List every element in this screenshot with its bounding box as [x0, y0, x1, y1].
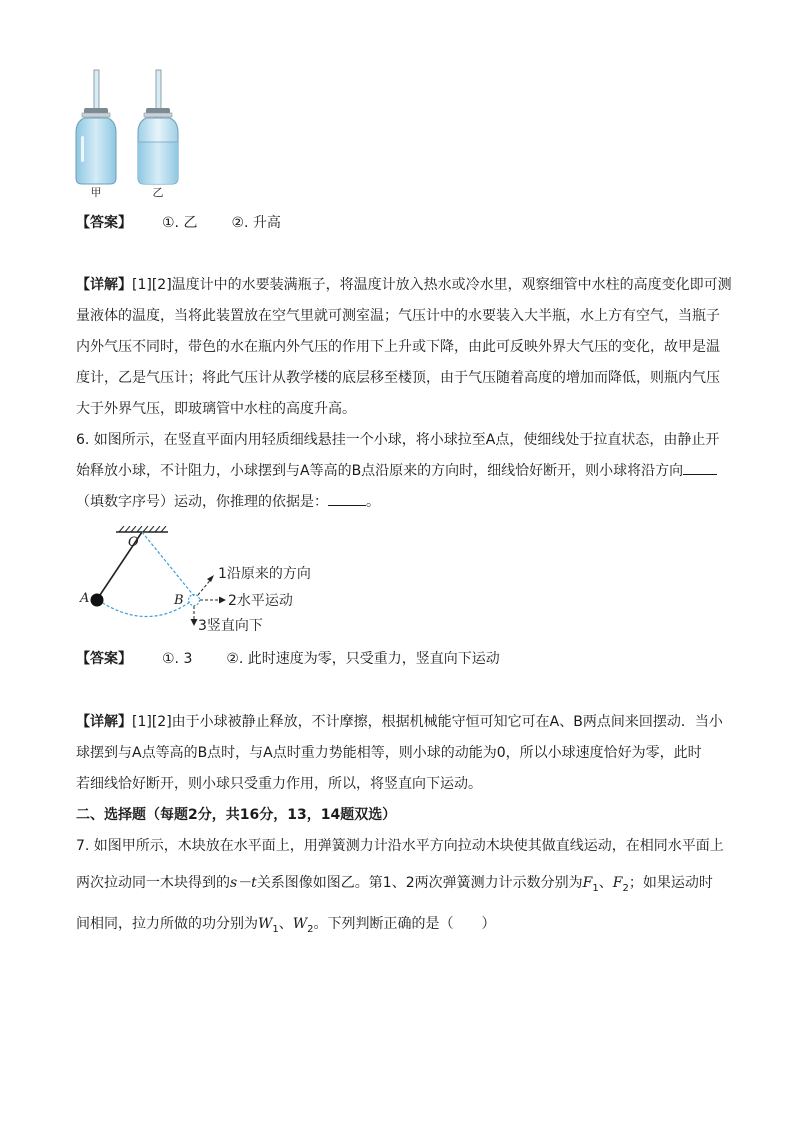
detail-5-line-4: 度计，乙是气压计；将此气压计从教学楼的底层移至楼顶，由于气压随着高度的增加而降低，则瓶内气压 [76, 370, 720, 386]
answer-item-1: ①. 乙 [162, 215, 198, 231]
answer-tag: 【答案】 [76, 215, 132, 231]
ball-b [189, 595, 200, 606]
detail-6-line-1 [76, 711, 726, 733]
detail-text: [1][2]由于小球被静止释放，不计摩擦，根据机械能守恒可知它可在A、B两点间来回摆动．当小 [132, 714, 723, 730]
answer-blank-1 [683, 460, 717, 475]
subscript: 2 [307, 923, 314, 935]
variable-f1: F [582, 875, 593, 891]
point-b-label: B [174, 593, 184, 608]
answer-item-2: ②. 此时速度为零，只受重力，竖直向下运动 [226, 651, 500, 667]
bottle-yi [138, 70, 178, 184]
detail-tag: 【详解】 [76, 714, 132, 730]
bottle-jia [76, 70, 116, 184]
question-text: 。 [366, 494, 380, 510]
detail-5-line-2: 量液体的温度，当将此装置放在空气里就可测室温；气压计中的水要装入大半瓶，水上方有空气，当瓶子 [76, 308, 720, 324]
detail-6-line-2: 球摆到与A点等高的B点时，与A点时重力势能相等，则小球的动能为0，所以小球速度恰好为零，此时 [76, 745, 702, 761]
variable-f2: F [612, 875, 623, 891]
detail-5-line-1 [76, 274, 732, 296]
answer-item-2: ②. 升高 [231, 215, 281, 231]
subscript: 1 [592, 882, 599, 894]
question-text: 两次拉动同一木块得到的 [76, 875, 230, 891]
ball-a [91, 594, 104, 607]
subscript: 1 [272, 923, 279, 935]
question-6-line-2 [76, 460, 726, 482]
question-7-line-2 [76, 872, 726, 900]
variable-w2: W [292, 916, 308, 932]
question-7-line-3 [76, 913, 726, 941]
question-text: ；如果运动时 [628, 875, 713, 891]
detail-text: [1][2]温度计中的水要装满瓶子，将温度计放入热水或冷水里，观察细管中水柱的高度变化即可测 [132, 277, 732, 293]
detail-6-line-3: 若细线恰好断开，则小球只受重力作用，所以，将竖直向下运动。 [76, 776, 482, 792]
point-a-label: A [80, 591, 90, 606]
option-3-label: 3竖直向下 [198, 618, 263, 634]
point-o-label: O [128, 535, 139, 550]
separator: 、 [598, 875, 613, 891]
section-title: 二、选择题（每题2分，共16分，13，14题双选） [76, 807, 397, 823]
variable-w1: W [258, 916, 273, 932]
question-6-line-1: 6. 如图所示，在竖直平面内用轻质细线悬挂一个小球，将小球拉至A点，使细线处于拉直状态，由静止开 [76, 432, 720, 448]
detail-5-line-5: 大于外界气压，即玻璃管中水柱的高度升高。 [76, 401, 356, 417]
question-text: 关系图像如图乙。第1、2两次弹簧测力计示数分别为 [256, 875, 583, 891]
label-yi: 乙 [152, 186, 164, 198]
question-6-line-3 [76, 491, 726, 513]
question-text: 始释放小球，不计阻力，小球摆到与A等高的B点沿原来的方向时，细线恰好断开，则小球将沿方向 [76, 463, 684, 479]
option-1-label: 1沿原来的方向 [218, 566, 311, 582]
answer-blank-2 [328, 491, 366, 506]
label-jia: 甲 [90, 186, 102, 198]
variable-s-t: s－t [230, 875, 257, 891]
option-2-label: 2水平运动 [228, 593, 293, 609]
answer-tag: 【答案】 [76, 651, 132, 667]
question-7-line-1: 7. 如图甲所示，木块放在水平面上，用弹簧测力计沿水平方向拉动木块使其做直线运动，在相同水平面上 [76, 838, 724, 854]
separator: 、 [278, 916, 293, 932]
subscript: 2 [622, 882, 629, 894]
pendulum-figure [76, 526, 346, 638]
bottles-figure [70, 68, 200, 198]
detail-5-line-3: 内外气压不同时，带色的水在瓶内外气压的作用下上升或下降，由此可反映外界大气压的变化，故甲是温 [76, 339, 720, 355]
question-text: （填数字序号）运动，你推理的依据是： [76, 494, 328, 510]
question-text: 。下列判断正确的是（ ） [313, 916, 496, 932]
detail-tag: 【详解】 [76, 277, 132, 293]
question-text: 间相同，拉力所做的功分别为 [76, 916, 258, 932]
answer-6 [76, 648, 726, 670]
answer-item-1: ①. 3 [162, 651, 193, 667]
answer-5 [76, 212, 726, 234]
